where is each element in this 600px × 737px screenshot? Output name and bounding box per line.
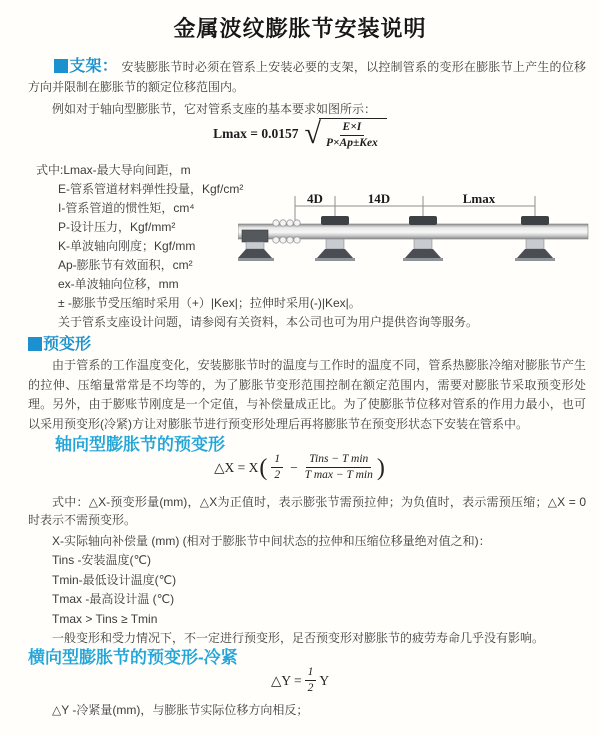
support-intro-text: 安装膨胀节时必须在管系上安装必要的支架，以控制管系的变形在膨胀节上产生的位移方向并限制在膨胀节的额定位移范围内。 bbox=[28, 60, 586, 94]
temp-denominator: T max − T min bbox=[304, 469, 373, 481]
x-definition-line: X-实际轴向补偿量 (mm) (相对于膨胀节中间状态的拉伸和压缩位移量绝对值之和)： bbox=[52, 534, 491, 548]
half-denominator: 2 bbox=[274, 469, 281, 481]
transverse-subheading: 横向型膨胀节的预变形-冷紧 bbox=[28, 648, 238, 667]
axial-explain-paragraph: 式中：△X-预变形量(mm)，△X为正值时，表示膨张节需预拉伸；为负值时，表示需预压缩；△X = 0时表示不需预变形。 bbox=[28, 495, 586, 527]
close-paren: ) bbox=[376, 454, 385, 481]
temperature-definition-list bbox=[52, 551, 176, 629]
minus-sign: − bbox=[290, 459, 298, 475]
support-paragraph bbox=[28, 57, 586, 97]
formula3-lhs: △Y = bbox=[270, 672, 302, 688]
formula1-denominator: P×Ap±Kex bbox=[325, 137, 378, 149]
half-numerator: 1 bbox=[305, 666, 317, 681]
lmax-formula bbox=[0, 118, 600, 150]
formula2-lhs: △X = X bbox=[214, 459, 259, 475]
half-denominator: 2 bbox=[307, 682, 314, 694]
temperature-fraction bbox=[305, 453, 373, 482]
axial-formula bbox=[0, 453, 600, 482]
blue-square-icon bbox=[28, 337, 42, 351]
preform-paragraph: 由于管系的工作温度变化，安装膨胀节时的温度与工作时的温度不同，管系热膨胀冷缩对膨胀节产生的拉伸、压缩量常常是不均等的，为了膨胀节变形范围控制在额定范围内，需要对膨胀节采取预变形处理。另外，由于膨账节刚度是一个定值，与补偿量成正比。为了使膨胀节位移对管系的作用力最小，也可以采用预变形(冷紧)方让对膨胀节进行预变形处理后再将膨胀节在预变形状态下安装在管系中。 bbox=[28, 358, 586, 431]
tins-line: Tins -安装温度(℃) bbox=[52, 553, 152, 567]
support-diagram bbox=[238, 190, 592, 270]
transverse-note-line: △Y -冷紧量(mm)，与膨胀节实际位移方向相反； bbox=[52, 703, 309, 717]
temp-inequality-line: Tmax > Tins ≥ Tmin bbox=[52, 611, 158, 626]
preform-heading-label: 预变形 bbox=[43, 336, 92, 353]
radical-sign: √ bbox=[304, 117, 321, 150]
formula1-lhs: Lmax = 0.0157 bbox=[213, 126, 299, 141]
dim-label-4d: 4D bbox=[307, 191, 323, 206]
formula1-radicand bbox=[319, 118, 387, 150]
open-paren: ( bbox=[259, 454, 268, 481]
axial-note-line: 一般变形和受力情况下，不一定进行预变形，足否预变形对膨胀节的疲劳寿命几乎没有影响。 bbox=[52, 631, 545, 645]
axial-subheading: 轴向型膨胀节的预变形 bbox=[55, 435, 225, 454]
temp-numerator: Tins − T min bbox=[306, 453, 371, 468]
formula1-numerator: E×I bbox=[340, 121, 365, 136]
support-section-heading bbox=[54, 58, 118, 75]
vars-intro-line: 式中:Lmax-最大导向间距，m bbox=[36, 163, 191, 177]
preform-section-heading bbox=[28, 331, 91, 354]
support-consult-note: 关于管系支座设计问题，请参阅有关资料，本公司也可为用户提供咨询等服务。 bbox=[58, 315, 479, 329]
one-half-fraction bbox=[271, 453, 283, 482]
page-title: 金属波纹膨胀节安装说明 bbox=[173, 16, 427, 41]
var-line-ap: Ap-膨胀节有效面积，cm² bbox=[58, 258, 193, 272]
half-numerator: 1 bbox=[271, 453, 283, 468]
tmin-line: Tmin-最低设计温度(℃) bbox=[52, 572, 177, 587]
var-line-i: I-管系管道的惯性矩，cm⁴ bbox=[58, 201, 195, 215]
var-line-e: E-管系管道材料弹性投量，Kgf/cm² bbox=[58, 182, 244, 196]
formula1-fraction bbox=[326, 121, 378, 150]
transverse-formula bbox=[0, 666, 600, 695]
support-example-line: 例如对于轴向型膨胀节，它对管系支座的基本要求如图所示： bbox=[52, 102, 377, 116]
var-line-p: P-设计压力，Kgf/mm² bbox=[58, 220, 176, 234]
var-line-ex: ex-单波轴向位移，mm bbox=[58, 277, 179, 291]
dim-label-14d: 14D bbox=[367, 191, 391, 206]
dim-label-lmax: Lmax bbox=[462, 191, 496, 206]
one-half-fraction bbox=[305, 666, 317, 695]
tmax-line: Tmax -最高设计温 (℃) bbox=[52, 592, 175, 606]
support-heading-label: 支架： bbox=[69, 58, 118, 75]
blue-square-icon bbox=[54, 59, 68, 73]
var-line-k: K-单波轴向刚度；Kgf/mm bbox=[58, 239, 196, 253]
var-line-plusminus: ± -膨胀节受压缩时采用（+）|Kex|；拉伸时采用(-)|Kex|。 bbox=[58, 296, 361, 310]
formula3-rhs: Y bbox=[319, 672, 330, 688]
